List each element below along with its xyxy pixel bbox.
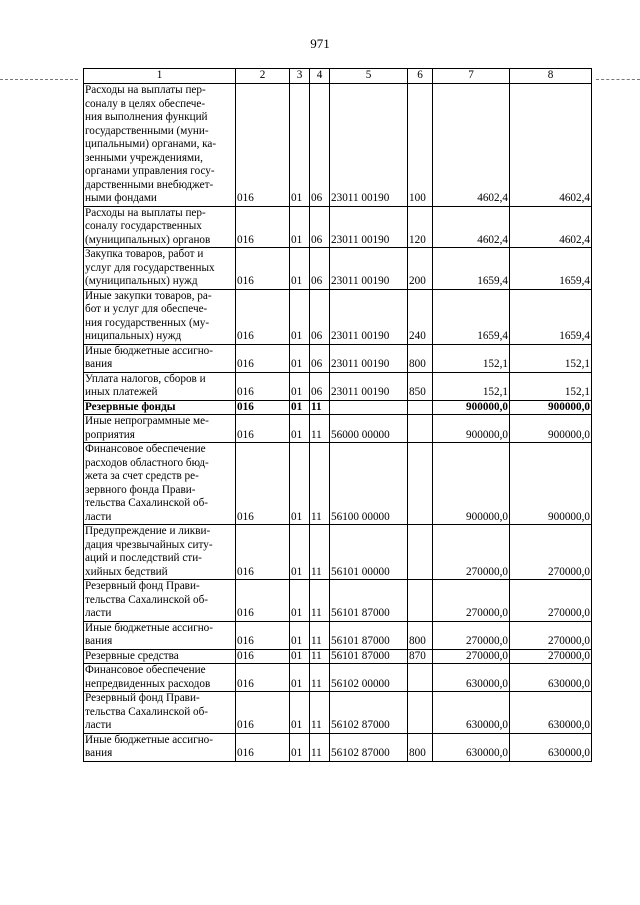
amount-cell: 270000,0 [433,525,510,580]
scan-mark-left [0,79,78,80]
table-row [84,248,592,290]
target-article-cell: 23011 00190 [330,289,408,344]
subsection-cell: 11 [310,692,330,734]
expense-name-cell: Резервный фонд Прави- тельства Сахалинской об- ласти [84,580,236,622]
table-row [84,443,592,525]
section-cell: 01 [290,248,310,290]
expense-name-cell: Резервный фонд Прави- тельства Сахалинской об- ласти [84,692,236,734]
amount-cell: 1659,4 [510,289,592,344]
target-article-cell: 56101 87000 [330,649,408,664]
subsection-cell: 11 [310,443,330,525]
subsection-cell: 06 [310,289,330,344]
header-cell: 4 [310,69,330,84]
expense-name-cell: Иные закупки товаров, ра- бот и услуг для обеспече- ния государственных (му- ниципальных) нужд [84,289,236,344]
amount-cell: 270000,0 [510,621,592,649]
amount-cell: 900000,0 [433,400,510,415]
table-row [84,525,592,580]
amount-cell: 152,1 [433,344,510,372]
expense-name-cell: Иные непрограммные ме- роприятия [84,415,236,443]
ministry-code-cell: 016 [236,733,290,761]
table-header-row [84,69,592,84]
expense-type-cell: 800 [408,344,433,372]
expense-name-cell: Иные бюджетные ассигно- вания [84,344,236,372]
target-article-cell: 56102 87000 [330,692,408,734]
amount-cell: 152,1 [433,372,510,400]
amount-cell: 270000,0 [510,649,592,664]
ministry-code-cell: 016 [236,649,290,664]
section-cell: 01 [290,372,310,400]
section-cell: 01 [290,649,310,664]
target-article-cell: 23011 00190 [330,84,408,207]
table-row [84,400,592,415]
amount-cell: 630000,0 [510,692,592,734]
ministry-code-cell: 016 [236,400,290,415]
expense-type-cell: 200 [408,248,433,290]
section-cell: 01 [290,525,310,580]
target-article-cell: 23011 00190 [330,206,408,248]
table-row [84,415,592,443]
target-article-cell: 56102 00000 [330,664,408,692]
expense-type-cell [408,692,433,734]
amount-cell: 900000,0 [510,415,592,443]
budget-table [83,68,592,762]
table-row [84,372,592,400]
expense-type-cell [408,415,433,443]
expense-type-cell: 800 [408,733,433,761]
expense-name-cell: Уплата налогов, сборов и иных платежей [84,372,236,400]
target-article-cell: 56100 00000 [330,443,408,525]
table-row [84,649,592,664]
ministry-code-cell: 016 [236,443,290,525]
target-article-cell: 56101 87000 [330,580,408,622]
section-cell: 01 [290,344,310,372]
table-row [84,621,592,649]
amount-cell: 270000,0 [510,525,592,580]
section-cell: 01 [290,289,310,344]
section-cell: 01 [290,206,310,248]
subsection-cell: 06 [310,344,330,372]
header-cell: 1 [84,69,236,84]
target-article-cell: 56102 87000 [330,733,408,761]
amount-cell: 1659,4 [433,289,510,344]
section-cell: 01 [290,443,310,525]
amount-cell: 152,1 [510,372,592,400]
table-row [84,664,592,692]
header-cell: 5 [330,69,408,84]
table-row [84,580,592,622]
amount-cell: 630000,0 [433,733,510,761]
page-number: 971 [310,36,330,51]
subsection-cell: 11 [310,621,330,649]
subsection-cell: 06 [310,206,330,248]
expense-type-cell: 800 [408,621,433,649]
header-cell: 2 [236,69,290,84]
table-row [84,206,592,248]
subsection-cell: 11 [310,733,330,761]
expense-type-cell: 870 [408,649,433,664]
expense-name-cell: Предупреждение и ликви- дация чрезвычайных ситу- аций и последствий сти- хийных бедствий [84,525,236,580]
subsection-cell: 06 [310,248,330,290]
expense-type-cell: 100 [408,84,433,207]
target-article-cell: 23011 00190 [330,248,408,290]
expense-name-cell: Финансовое обеспечение расходов областного бюд- жета за счет средств ре- зервного фонда Прави- тельства Сахалинской об- ласти [84,443,236,525]
amount-cell: 270000,0 [433,580,510,622]
amount-cell: 152,1 [510,344,592,372]
amount-cell: 4602,4 [433,206,510,248]
ministry-code-cell: 016 [236,248,290,290]
ministry-code-cell: 016 [236,289,290,344]
expense-type-cell: 850 [408,372,433,400]
expense-type-cell [408,664,433,692]
subsection-cell: 11 [310,580,330,622]
amount-cell: 630000,0 [433,692,510,734]
ministry-code-cell: 016 [236,372,290,400]
expense-name-cell: Закупка товаров, работ и услуг для государственных (муниципальных) нужд [84,248,236,290]
table-row [84,692,592,734]
amount-cell: 900000,0 [433,415,510,443]
expense-name-cell: Иные бюджетные ассигно- вания [84,621,236,649]
target-article-cell: 56101 00000 [330,525,408,580]
ministry-code-cell: 016 [236,415,290,443]
header-cell: 3 [290,69,310,84]
expense-type-cell [408,580,433,622]
section-cell: 01 [290,733,310,761]
table-row [84,289,592,344]
target-article-cell: 56101 87000 [330,621,408,649]
table-row [84,84,592,207]
subsection-cell: 06 [310,372,330,400]
expense-type-cell [408,525,433,580]
ministry-code-cell: 016 [236,206,290,248]
amount-cell: 1659,4 [433,248,510,290]
expense-name-cell: Резервные средства [84,649,236,664]
expense-type-cell: 120 [408,206,433,248]
subsection-cell: 11 [310,415,330,443]
subsection-cell: 11 [310,400,330,415]
header-cell: 7 [433,69,510,84]
subsection-cell: 11 [310,664,330,692]
section-cell: 01 [290,664,310,692]
amount-cell: 630000,0 [433,664,510,692]
scan-mark-right [596,79,640,80]
target-article-cell: 23011 00190 [330,344,408,372]
target-article-cell: 56000 00000 [330,415,408,443]
expense-name-cell: Расходы на выплаты пер- соналу в целях обеспече- ния выполнения функций государственными (муни- ципальными) органами, ка- зенными учреждениями, органами управления госу- дарственными внебюджет- ными фондами [84,84,236,207]
section-cell: 01 [290,415,310,443]
section-cell: 01 [290,84,310,207]
expense-name-cell: Финансовое обеспечение непредвиденных расходов [84,664,236,692]
expense-name-cell: Расходы на выплаты пер- соналу государственных (муниципальных) органов [84,206,236,248]
table-row [84,733,592,761]
section-cell: 01 [290,580,310,622]
amount-cell: 630000,0 [510,664,592,692]
ministry-code-cell: 016 [236,344,290,372]
amount-cell: 4602,4 [433,84,510,207]
header-cell: 6 [408,69,433,84]
amount-cell: 900000,0 [433,443,510,525]
ministry-code-cell: 016 [236,664,290,692]
target-article-cell: 23011 00190 [330,372,408,400]
target-article-cell [330,400,408,415]
expense-name-cell: Иные бюджетные ассигно- вания [84,733,236,761]
ministry-code-cell: 016 [236,692,290,734]
expense-type-cell: 240 [408,289,433,344]
section-cell: 01 [290,621,310,649]
amount-cell: 270000,0 [433,649,510,664]
expense-type-cell [408,443,433,525]
amount-cell: 900000,0 [510,443,592,525]
ministry-code-cell: 016 [236,580,290,622]
section-cell: 01 [290,400,310,415]
amount-cell: 900000,0 [510,400,592,415]
amount-cell: 270000,0 [433,621,510,649]
table-row [84,344,592,372]
ministry-code-cell: 016 [236,621,290,649]
ministry-code-cell: 016 [236,84,290,207]
header-cell: 8 [510,69,592,84]
expense-type-cell [408,400,433,415]
amount-cell: 4602,4 [510,84,592,207]
ministry-code-cell: 016 [236,525,290,580]
amount-cell: 270000,0 [510,580,592,622]
subsection-cell: 11 [310,649,330,664]
expense-name-cell: Резервные фонды [84,400,236,415]
amount-cell: 4602,4 [510,206,592,248]
subsection-cell: 06 [310,84,330,207]
section-cell: 01 [290,692,310,734]
amount-cell: 630000,0 [510,733,592,761]
amount-cell: 1659,4 [510,248,592,290]
subsection-cell: 11 [310,525,330,580]
